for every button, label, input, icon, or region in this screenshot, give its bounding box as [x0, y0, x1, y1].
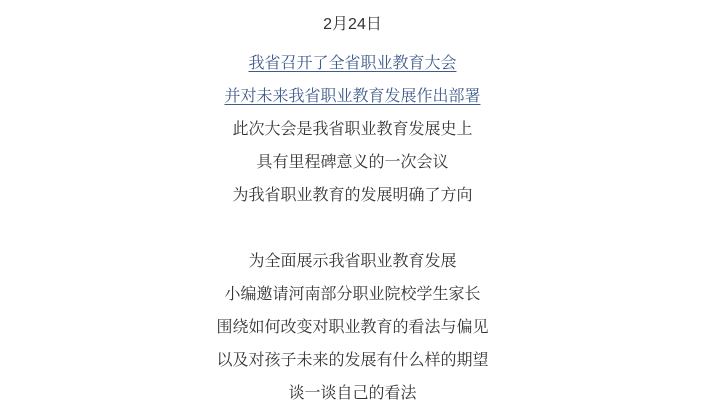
article-link-line[interactable]: 我省召开了全省职业教育大会	[248, 55, 457, 72]
article-text-line: 以及对孩子未来的发展有什么样的期望	[216, 352, 489, 369]
article-text-line: 为全面展示我省职业教育发展	[248, 253, 457, 270]
article-text-line: 围绕如何改变对职业教育的看法与偏见	[216, 319, 489, 336]
article-text-line: 此次大会是我省职业教育发展史上	[232, 121, 473, 138]
article-link-line[interactable]: 并对未来我省职业教育发展作出部署	[224, 88, 481, 105]
article-date: 2月24日	[323, 16, 382, 33]
article-text-line: 具有里程碑意义的一次会议	[256, 154, 449, 171]
article-text-line: 为我省职业教育的发展明确了方向	[232, 187, 473, 204]
article-lines	[40, 47, 665, 410]
article-text-line: 小编邀请河南部分职业院校学生家长	[224, 286, 481, 303]
paragraph-spacer	[40, 212, 665, 245]
article-text-line: 谈一谈自己的看法	[288, 385, 417, 402]
